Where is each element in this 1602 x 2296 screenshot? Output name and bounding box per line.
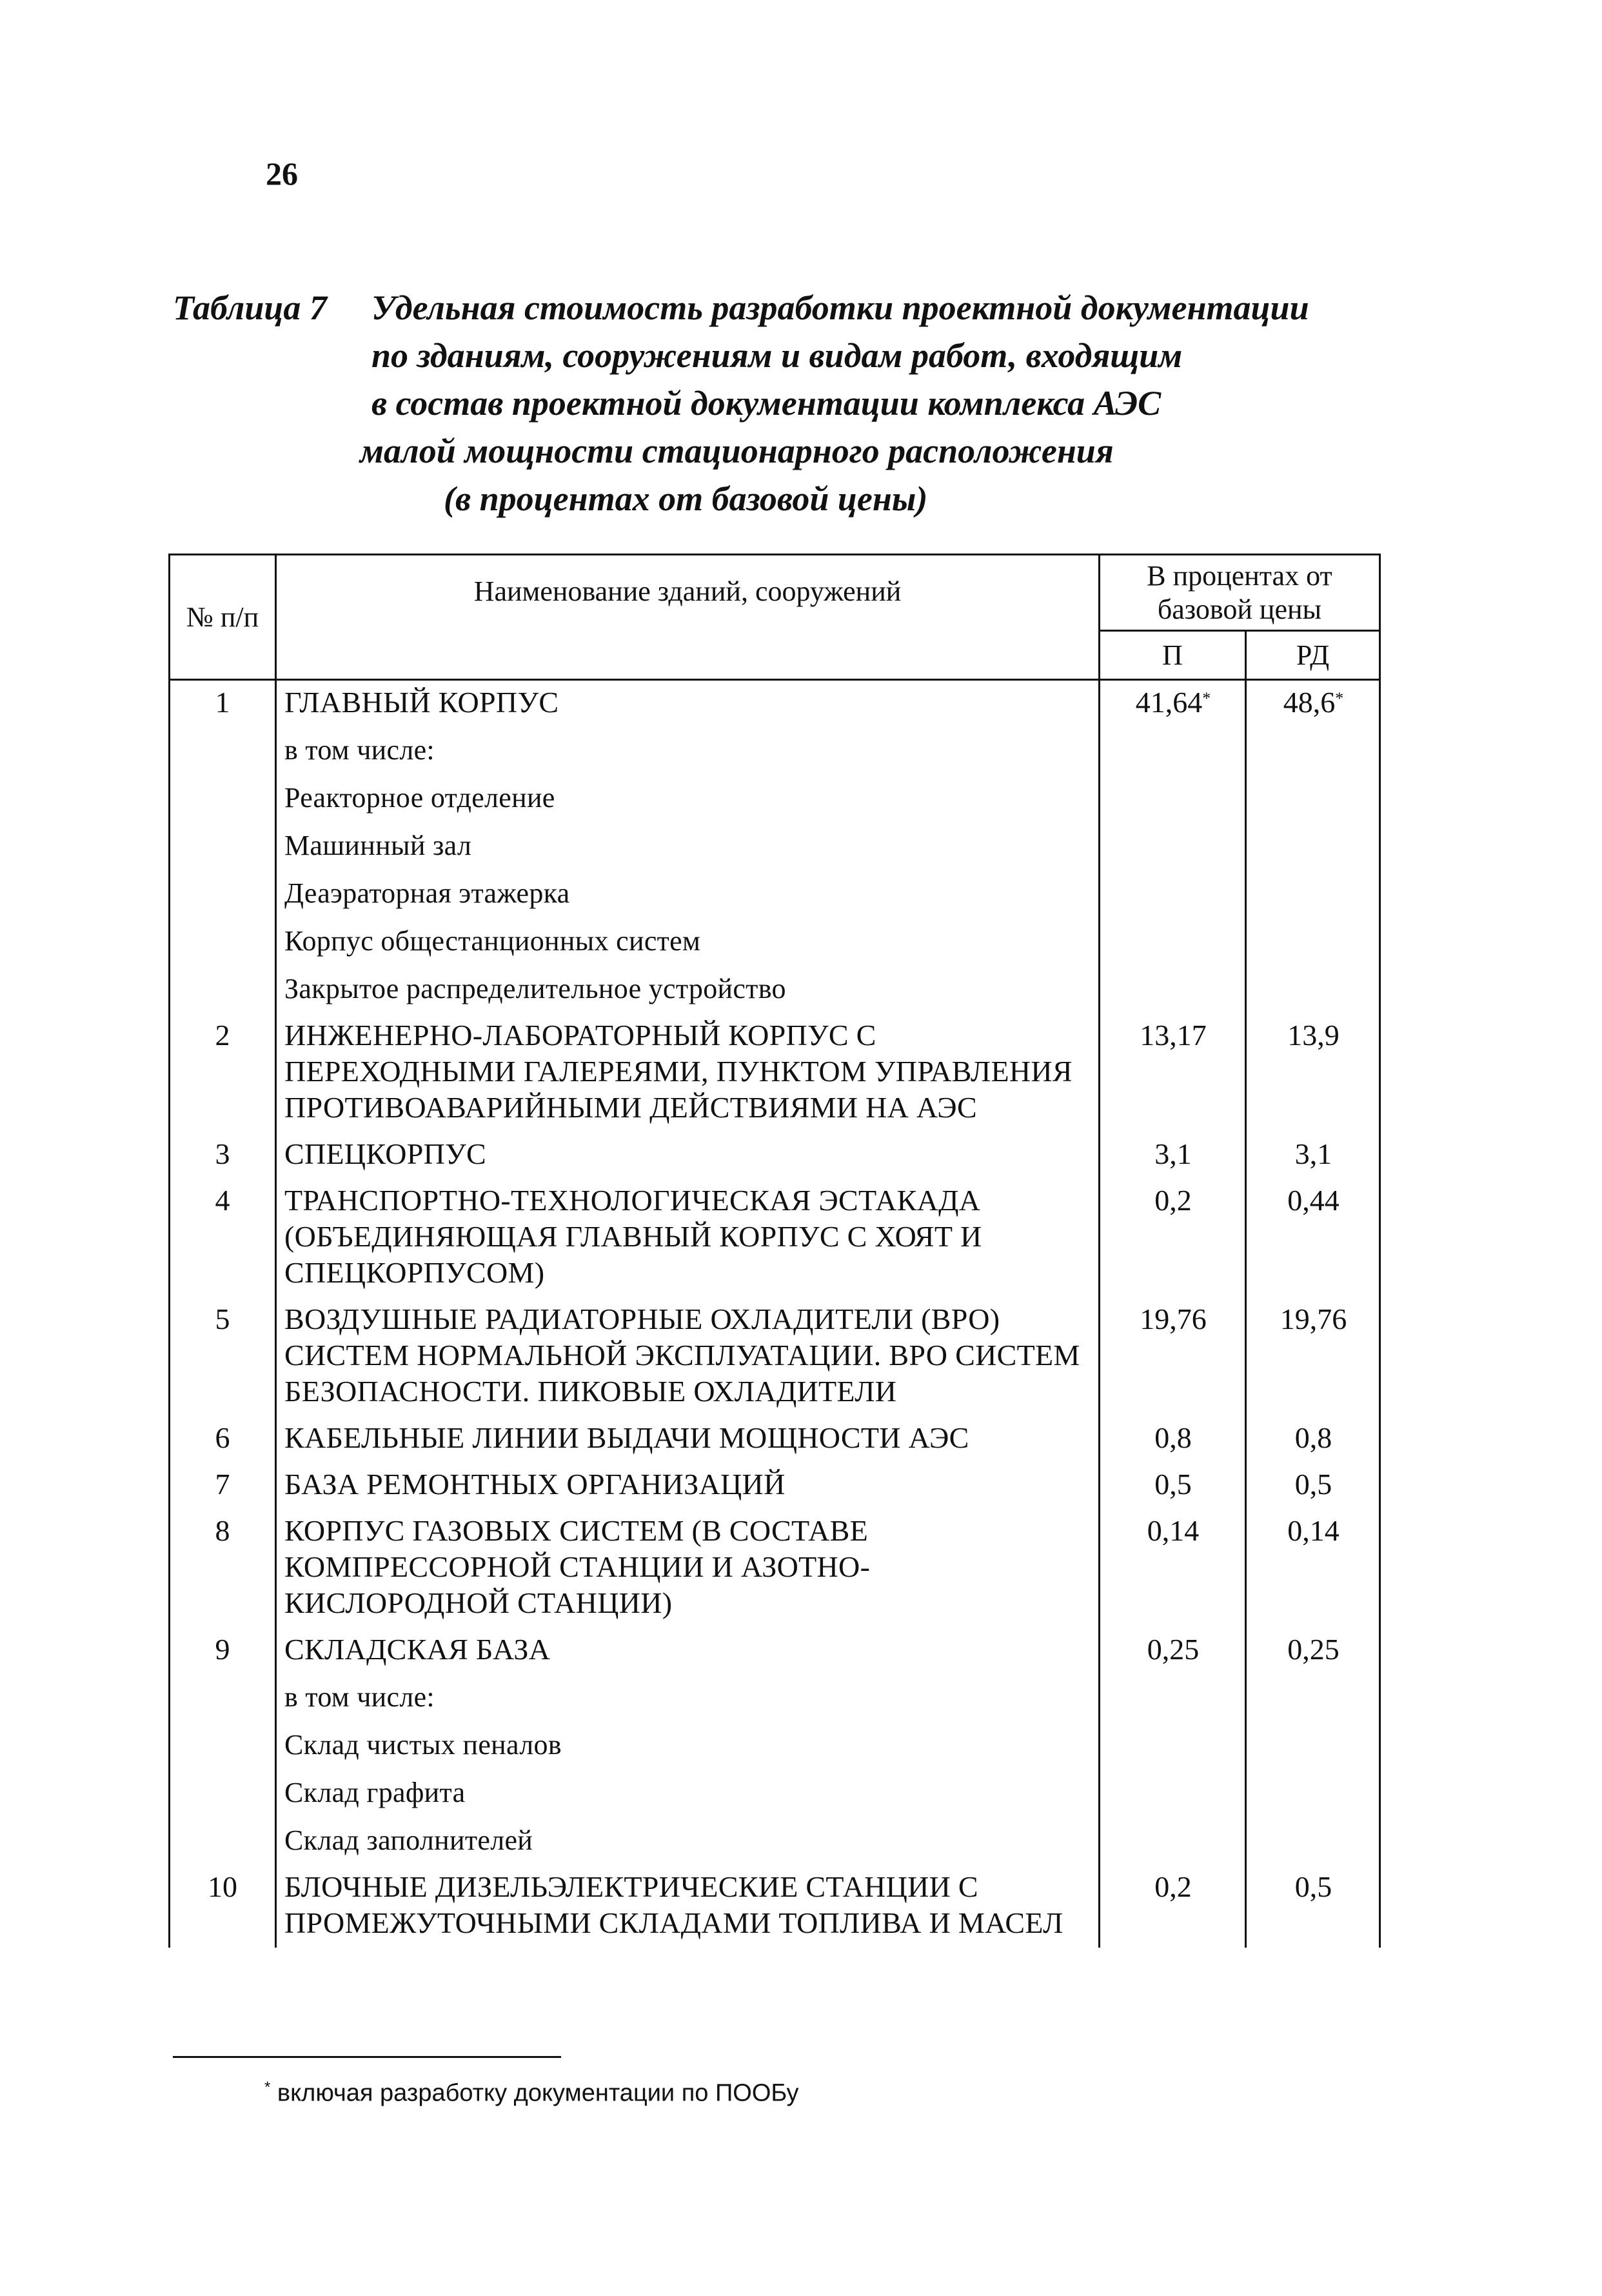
- row-value-rd-text: 0,44: [1287, 1184, 1340, 1217]
- row-name: [276, 1462, 1100, 1509]
- row-name: [276, 1817, 1100, 1865]
- row-value-p-text: 0,5: [1154, 1468, 1192, 1501]
- caption-line: (в процентах от базовой цены): [444, 479, 928, 518]
- row-name: [276, 1179, 1100, 1297]
- footnote-text: включая разработку документации по ПООБу: [277, 2079, 799, 2107]
- row-name: [276, 1770, 1100, 1817]
- table-row: [170, 1132, 1380, 1179]
- row-name-text: Деаэраторная этажерка: [284, 877, 570, 909]
- table-row: [170, 823, 1380, 870]
- row-name: [276, 1013, 1100, 1132]
- table-row: [170, 918, 1380, 966]
- row-number-text: 4: [215, 1184, 230, 1217]
- row-value-p-text: 13,17: [1140, 1019, 1207, 1052]
- table-body: [170, 680, 1380, 1948]
- row-value-rd: [1246, 1865, 1380, 1948]
- footnote: [264, 2079, 799, 2108]
- caption-line: Удельная стоимость разработки проектной документации: [371, 288, 1309, 327]
- row-name: [276, 727, 1100, 775]
- row-number: [170, 1132, 276, 1179]
- row-number: [170, 1817, 276, 1865]
- row-number: [170, 680, 276, 728]
- footnote-mark: *: [264, 2079, 271, 2096]
- table-row: [170, 1628, 1380, 1674]
- row-value-rd: [1246, 1297, 1380, 1416]
- row-value-rd-text: 48,6: [1283, 686, 1336, 719]
- table-row: [170, 1462, 1380, 1509]
- row-value-p-text: 41,64: [1135, 686, 1203, 719]
- row-value-rd: [1246, 870, 1380, 918]
- row-value-rd: [1246, 966, 1380, 1013]
- table-row: [170, 1674, 1380, 1722]
- row-number-text: 9: [215, 1633, 230, 1666]
- row-value-p-text: 0,25: [1147, 1633, 1200, 1666]
- row-number: [170, 1462, 276, 1509]
- row-name-text: ГЛАВНЫЙ КОРПУС: [284, 686, 559, 719]
- row-value-p: [1100, 1817, 1246, 1865]
- row-value-rd: [1246, 823, 1380, 870]
- row-value-p: [1100, 1509, 1246, 1628]
- table-row: [170, 727, 1380, 775]
- row-number: [170, 1865, 276, 1948]
- row-value-rd: [1246, 918, 1380, 966]
- table-row: [170, 1770, 1380, 1817]
- row-value-rd: [1246, 1509, 1380, 1628]
- row-name-text: КАБЕЛЬНЫЕ ЛИНИИ ВЫДАЧИ МОЩНОСТИ АЭС: [284, 1421, 969, 1454]
- row-number: [170, 966, 276, 1013]
- row-value-p-text: 0,2: [1154, 1870, 1192, 1903]
- row-value-p: [1100, 1179, 1246, 1297]
- table-row: [170, 870, 1380, 918]
- row-value-p: [1100, 966, 1246, 1013]
- row-value-p-text: 0,2: [1154, 1184, 1192, 1217]
- row-name-text: Закрытое распределительное устройство: [284, 973, 786, 1004]
- cost-table: [168, 554, 1381, 1948]
- row-number: [170, 775, 276, 823]
- table-row: [170, 1416, 1380, 1462]
- row-name-text: СКЛАДСКАЯ БАЗА: [284, 1633, 551, 1666]
- row-number: [170, 1674, 276, 1722]
- row-name: [276, 870, 1100, 918]
- footnote-marker: *: [1202, 689, 1211, 708]
- row-number-text: 7: [215, 1468, 230, 1501]
- row-value-p-text: 19,76: [1140, 1303, 1207, 1335]
- row-value-rd: [1246, 727, 1380, 775]
- header-percent: В процентах от базовой цены: [1100, 555, 1380, 631]
- row-name-text: Склад заполнителей: [284, 1824, 533, 1856]
- row-name: [276, 1132, 1100, 1179]
- row-number-text: 6: [215, 1421, 230, 1454]
- row-name-text: Машинный зал: [284, 830, 472, 861]
- row-name: [276, 1674, 1100, 1722]
- row-name-text: БАЗА РЕМОНТНЫХ ОРГАНИЗАЦИЙ: [284, 1468, 786, 1501]
- row-value-p: [1100, 870, 1246, 918]
- caption-line: по зданиям, сооружениям и видам работ, входящим: [371, 336, 1183, 375]
- row-name: [276, 1297, 1100, 1416]
- row-name-text: БЛОЧНЫЕ ДИЗЕЛЬЭЛЕКТРИЧЕСКИЕ СТАНЦИИ С ПРОМЕЖУТОЧНЫМИ СКЛАДАМИ ТОПЛИВА И МАСЕЛ: [284, 1870, 1063, 1939]
- row-name: [276, 918, 1100, 966]
- row-value-rd: [1246, 1179, 1380, 1297]
- row-value-p-text: 0,8: [1154, 1421, 1192, 1454]
- row-name: [276, 1722, 1100, 1770]
- row-value-rd: [1246, 1674, 1380, 1722]
- row-value-rd-text: 3,1: [1294, 1137, 1332, 1170]
- row-value-p: [1100, 1297, 1246, 1416]
- table-row: [170, 1722, 1380, 1770]
- caption-line: малой мощности стационарного расположения: [360, 432, 1114, 470]
- header-number: № п/п: [170, 555, 276, 680]
- row-value-p: [1100, 1462, 1246, 1509]
- row-value-p: [1100, 1132, 1246, 1179]
- row-name-text: ВОЗДУШНЫЕ РАДИАТОРНЫЕ ОХЛАДИТЕЛИ (ВРО) СИСТЕМ НОРМАЛЬНОЙ ЭКСПЛУАТАЦИИ. ВРО СИСТЕМ БЕЗОПАСНОСТИ. ПИКОВЫЕ ОХЛАДИТЕЛИ: [284, 1303, 1080, 1408]
- page-number: 26: [266, 155, 298, 192]
- row-value-rd: [1246, 1132, 1380, 1179]
- row-number: [170, 1722, 276, 1770]
- row-value-p: [1100, 1770, 1246, 1817]
- row-value-p: [1100, 1722, 1246, 1770]
- row-number: [170, 870, 276, 918]
- row-name-text: ИНЖЕНЕРНО-ЛАБОРАТОРНЫЙ КОРПУС С ПЕРЕХОДНЫМИ ГАЛЕРЕЯМИ, ПУНКТОМ УПРАВЛЕНИЯ ПРОТИВОАВАРИЙНЫМИ ДЕЙСТВИЯМИ НА АЭС: [284, 1019, 1073, 1124]
- row-number: [170, 823, 276, 870]
- table-row: [170, 1509, 1380, 1628]
- row-name-text: в том числе:: [284, 734, 435, 766]
- row-value-rd-text: 0,25: [1287, 1633, 1340, 1666]
- row-number: [170, 1179, 276, 1297]
- table-row: [170, 966, 1380, 1013]
- row-name-text: СПЕЦКОРПУС: [284, 1137, 487, 1170]
- row-value-rd: [1246, 680, 1380, 728]
- row-value-p-text: 0,14: [1147, 1514, 1200, 1547]
- table-row: [170, 1179, 1380, 1297]
- row-name-text: ТРАНСПОРТНО-ТЕХНОЛОГИЧЕСКАЯ ЭСТАКАДА (ОБЪЕДИНЯЮЩАЯ ГЛАВНЫЙ КОРПУС С ХОЯТ И СПЕЦКОРПУСОМ): [284, 1184, 982, 1289]
- table-row: [170, 1013, 1380, 1132]
- row-number: [170, 918, 276, 966]
- table-label: Таблица 7: [173, 288, 327, 327]
- row-value-p-text: 3,1: [1154, 1137, 1192, 1170]
- row-number-text: 1: [215, 686, 230, 719]
- row-value-p: [1100, 1865, 1246, 1948]
- header-rd: РД: [1246, 631, 1380, 680]
- footnote-divider: [173, 2056, 561, 2058]
- row-value-rd: [1246, 1416, 1380, 1462]
- row-value-rd-text: 0,14: [1287, 1514, 1340, 1547]
- row-number-text: 10: [208, 1870, 237, 1903]
- row-name: [276, 1628, 1100, 1674]
- row-name-text: Реакторное отделение: [284, 782, 555, 814]
- row-value-rd: [1246, 1722, 1380, 1770]
- row-number: [170, 1013, 276, 1132]
- row-name-text: Корпус общестанционных систем: [284, 925, 701, 957]
- row-name-text: в том числе:: [284, 1681, 435, 1713]
- row-name: [276, 775, 1100, 823]
- row-value-rd: [1246, 775, 1380, 823]
- row-name-text: Склад графита: [284, 1777, 466, 1808]
- row-name-text: Склад чистых пеналов: [284, 1729, 562, 1761]
- row-value-rd: [1246, 1462, 1380, 1509]
- row-value-p: [1100, 1416, 1246, 1462]
- row-number: [170, 727, 276, 775]
- table-row: [170, 1865, 1380, 1948]
- row-value-p: [1100, 1013, 1246, 1132]
- row-number-text: 5: [215, 1303, 230, 1335]
- row-number-text: 3: [215, 1137, 230, 1170]
- row-value-rd-text: 13,9: [1287, 1019, 1340, 1052]
- row-value-rd-text: 0,5: [1294, 1870, 1332, 1903]
- caption-line: в состав проектной документации комплекса АЭС: [371, 384, 1162, 423]
- row-number: [170, 1297, 276, 1416]
- row-value-p: [1100, 1674, 1246, 1722]
- table-row: [170, 680, 1380, 728]
- header-p: П: [1100, 631, 1246, 680]
- row-number-text: 2: [215, 1019, 230, 1052]
- row-value-rd: [1246, 1817, 1380, 1865]
- row-name: [276, 1865, 1100, 1948]
- row-number: [170, 1509, 276, 1628]
- row-value-rd: [1246, 1628, 1380, 1674]
- row-value-rd-text: 19,76: [1280, 1303, 1347, 1335]
- row-value-p: [1100, 727, 1246, 775]
- row-name-text: КОРПУС ГАЗОВЫХ СИСТЕМ (В СОСТАВЕ КОМПРЕССОРНОЙ СТАНЦИИ И АЗОТНО-КИСЛОРОДНОЙ СТАНЦИИ): [284, 1514, 871, 1619]
- table-row: [170, 1817, 1380, 1865]
- row-value-rd: [1246, 1770, 1380, 1817]
- row-value-p: [1100, 918, 1246, 966]
- row-value-p: [1100, 823, 1246, 870]
- footnote-marker: *: [1335, 689, 1344, 708]
- row-value-p: [1100, 1628, 1246, 1674]
- row-value-p: [1100, 680, 1246, 728]
- row-name: [276, 1416, 1100, 1462]
- row-value-rd-text: 0,8: [1294, 1421, 1332, 1454]
- header-name: Наименование зданий, сооружений: [276, 555, 1100, 680]
- row-name: [276, 823, 1100, 870]
- row-number: [170, 1770, 276, 1817]
- row-value-rd: [1246, 1013, 1380, 1132]
- table-row: [170, 1297, 1380, 1416]
- table-row: [170, 775, 1380, 823]
- row-number: [170, 1628, 276, 1674]
- row-name: [276, 1509, 1100, 1628]
- row-name: [276, 966, 1100, 1013]
- row-number: [170, 1416, 276, 1462]
- row-value-p: [1100, 775, 1246, 823]
- row-value-rd-text: 0,5: [1294, 1468, 1332, 1501]
- row-number-text: 8: [215, 1514, 230, 1547]
- row-name: [276, 680, 1100, 728]
